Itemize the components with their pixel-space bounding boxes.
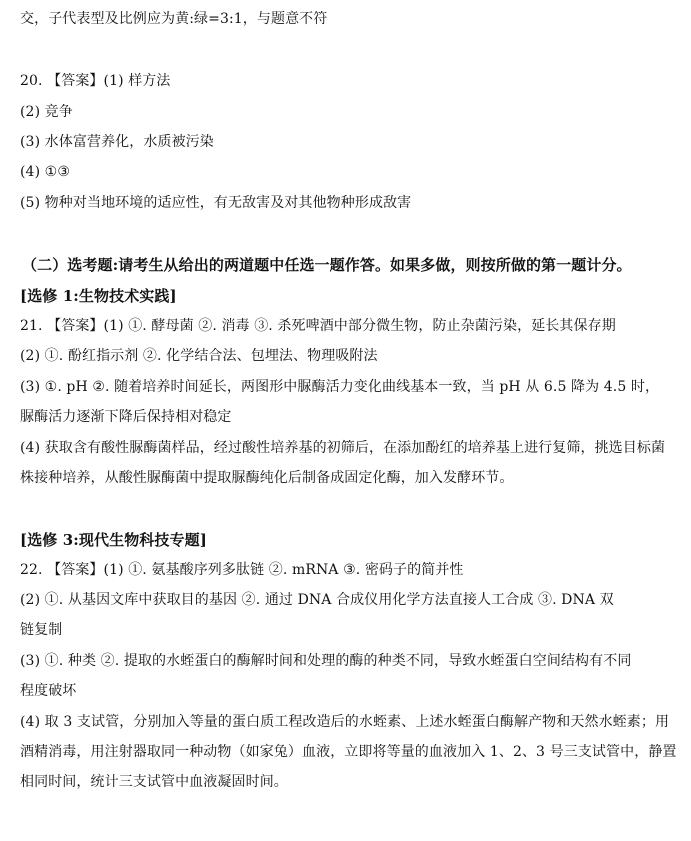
q22-part2-line-2: 链复制 xyxy=(20,622,63,638)
q22-part4-line-3: 相同时间，统计三支试管中血液凝固时间。 xyxy=(20,774,288,790)
q21-part4-line-2: 株接种培养，从酸性脲酶菌中提取脲酶纯化后制备成固定化酶，加入发酵环节。 xyxy=(20,470,514,486)
q21-part2-line: (2) ①. 酚红指示剂 ②. 化学结合法、包埋法、物理吸附法 xyxy=(20,348,378,364)
q21-part3-line-2: 脲酶活力逐渐下降后保持相对稳定 xyxy=(20,409,232,425)
q20-answer-line: 20. 【答案】(1) 样方法 xyxy=(20,73,171,89)
q20-part4-line: (4) ①③ xyxy=(20,164,70,180)
q21-part3-line-1: (3) ①. pH ②. 随着培养时间延长，两图形中脲酶活力变化曲线基本一致，当 pH 从 6.5 降为 4.5 时， xyxy=(20,379,660,395)
q22-part2-line-1: (2) ①. 从基因文库中获取目的基因 ②. 通过 DNA 合成仪用化学方法直接人工合成 ③. DNA 双 xyxy=(20,592,614,608)
q22-part3-line-1: (3) ①. 种类 ②. 提取的水蛭蛋白的酶解时间和处理的酶的种类不同，导致水蛭蛋白空间结构有不同 xyxy=(20,653,632,669)
elective-1-heading: [选修 1:生物技术实践] xyxy=(20,287,177,305)
q22-answer-line: 22. 【答案】(1) ①. 氨基酸序列多肽链 ②. mRNA ③. 密码子的简并性 xyxy=(20,562,464,578)
elective-3-heading: [选修 3:现代生物科技专题] xyxy=(20,531,207,549)
q20-part5-line: (5) 物种对当地环境的适应性，有无敌害及对其他物种形成敌害 xyxy=(20,195,412,211)
q22-part4-line-1: (4) 取 3 支试管，分别加入等量的蛋白质工程改造后的水蛭素、上述水蛭蛋白酶解产物和天然水蛭素；用 xyxy=(20,714,670,730)
q21-part4-line-1: (4) 获取含有酸性脲酶菌样品，经过酸性培养基的初筛后，在添加酚红的培养基上进行复筛，挑选目标菌 xyxy=(20,440,666,456)
text-line-continuation: 交，子代表型及比例应为黄:绿=3:1，与题意不符 xyxy=(20,11,328,27)
q22-part3-line-2: 程度破坏 xyxy=(20,683,77,699)
q21-answer-line: 21. 【答案】(1) ①. 酵母菌 ②. 消毒 ③. 杀死啤酒中部分微生物，防止杂菌污染，延长其保存期 xyxy=(20,318,616,334)
q22-part4-line-2: 酒精消毒，用注射器取同一种动物（如家兔）血液，立即将等量的血液加入 1、2、3 号三支试管中，静置 xyxy=(20,744,677,760)
section-heading-elective: （二）选考题:请考生从给出的两道题中任选一题作答。如果多做，则按所做的第一题计分。 xyxy=(22,256,632,274)
q20-part3-line: (3) 水体富营养化，水质被污染 xyxy=(20,134,214,150)
q20-part2-line: (2) 竞争 xyxy=(20,104,73,120)
